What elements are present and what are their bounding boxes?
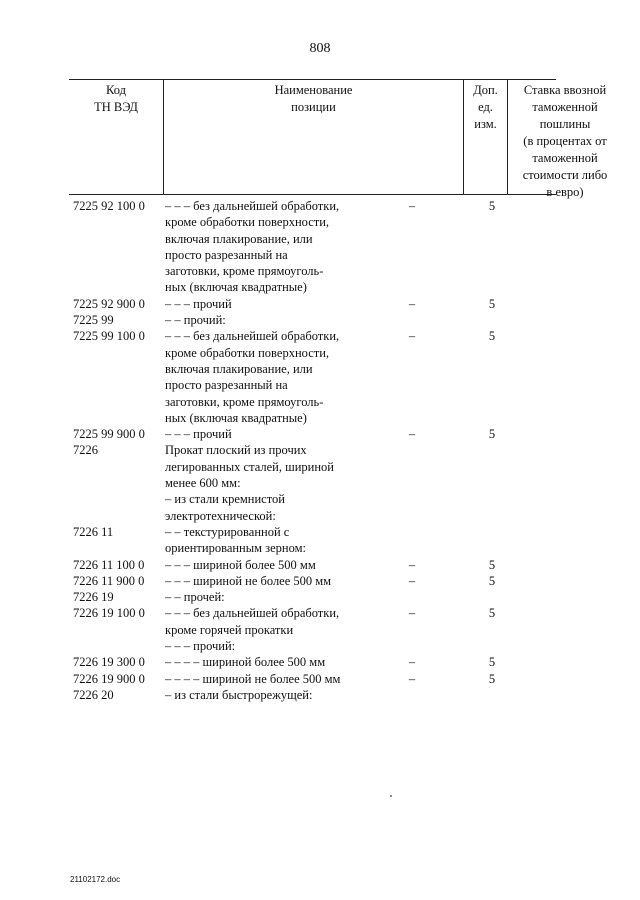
duty-rate: 5 <box>488 557 496 572</box>
description-line: – – прочей: <box>165 590 225 605</box>
header-unit-line: Доп. <box>473 83 498 97</box>
table-row <box>0 671 640 687</box>
table-row <box>0 589 640 605</box>
description-line: заготовки, кроме прямоуголь- <box>165 394 324 409</box>
duty-rate: 5 <box>488 671 496 686</box>
tariff-code: 7226 20 <box>73 687 114 702</box>
item-description <box>165 524 395 557</box>
header-name-line: Наименование <box>274 83 353 97</box>
extra-unit: – <box>408 557 416 572</box>
table-row <box>0 605 640 638</box>
table-row <box>0 296 640 312</box>
table-row <box>0 312 640 328</box>
description-line: – из стали кремнистой <box>165 492 285 507</box>
description-line: ных (включая квадратные) <box>165 280 307 295</box>
item-description <box>165 687 395 703</box>
item-description <box>165 198 395 296</box>
description-line: – из стали быстрорежущей: <box>165 687 313 702</box>
description-line: легированных сталей, шириной <box>165 459 334 474</box>
extra-unit: – <box>408 427 416 442</box>
tariff-code: 7225 99 900 0 <box>73 427 145 442</box>
table-row <box>0 687 640 703</box>
table-row <box>0 654 640 670</box>
header-rate <box>507 80 622 199</box>
header-unit-line: ед. <box>478 100 493 114</box>
tariff-code: 7226 11 100 0 <box>73 557 145 572</box>
description-line: – – – – шириной не более 500 мм <box>165 671 341 686</box>
tariff-code: 7226 <box>73 443 98 458</box>
table-row <box>0 198 640 296</box>
duty-rate: 5 <box>488 427 496 442</box>
item-description <box>165 296 395 312</box>
header-code-line: Код <box>106 83 126 97</box>
item-description <box>165 573 395 589</box>
duty-rate: 5 <box>488 655 496 670</box>
table-header <box>69 79 608 199</box>
description-line: – – – прочий <box>165 427 232 442</box>
tariff-code: 7226 11 <box>73 524 114 539</box>
header-rate-line: (в процентах от <box>523 134 607 148</box>
description-line: – – – шириной более 500 мм <box>165 557 316 572</box>
tariff-code: 7225 99 100 0 <box>73 329 145 344</box>
item-description <box>165 442 395 523</box>
table-row <box>0 442 640 523</box>
duty-rate: 5 <box>488 573 496 588</box>
tariff-code: 7226 19 100 0 <box>73 606 145 621</box>
header-unit-line: изм. <box>474 117 497 131</box>
header-rate-line: пошлины <box>539 117 591 131</box>
duty-rate: 5 <box>488 199 496 213</box>
description-line: – – текстурированной с <box>165 524 290 539</box>
description-line: менее 600 мм: <box>165 476 241 491</box>
description-line: включая плакирование, или <box>165 231 313 246</box>
table-row <box>0 426 640 442</box>
extra-unit: – <box>408 199 416 213</box>
table-body <box>0 198 640 703</box>
description-line: кроме обработки поверхности, <box>165 345 330 360</box>
description-line: – – – – шириной более 500 мм <box>165 655 326 670</box>
tariff-code: 7226 19 300 0 <box>73 655 145 670</box>
table-row <box>0 524 640 557</box>
description-line: – – – прочий <box>165 296 232 311</box>
header-rate-line: стоимости либо <box>522 168 608 182</box>
footer-filename: 21102172.doc <box>70 875 121 884</box>
header-name <box>163 80 463 194</box>
item-description <box>165 312 395 328</box>
description-line: просто разрезанный на <box>165 247 288 262</box>
description-line: просто разрезанный на <box>165 378 288 393</box>
description-line: – – прочий: <box>165 313 226 328</box>
description-line: – – – без дальнейшей обработки, <box>165 606 340 621</box>
item-description <box>165 426 395 442</box>
table-row <box>0 573 640 589</box>
extra-unit: – <box>408 296 416 311</box>
table-row <box>0 638 640 654</box>
description-line: включая плакирование, или <box>165 361 313 376</box>
description-line: Прокат плоский из прочих <box>165 443 307 458</box>
header-rate-line: в евро) <box>546 185 584 199</box>
tariff-code: 7226 19 900 0 <box>73 671 145 686</box>
description-line: – – – шириной не более 500 мм <box>165 573 332 588</box>
description-line: кроме обработки поверхности, <box>165 215 330 230</box>
description-line: кроме горячей прокатки <box>165 622 294 637</box>
description-line: ориентированным зерном: <box>165 541 306 556</box>
extra-unit: – <box>408 329 416 344</box>
header-code-line: ТН ВЭД <box>94 100 138 114</box>
item-description <box>165 671 395 687</box>
item-description <box>165 638 395 654</box>
extra-unit: – <box>408 573 416 588</box>
description-line: заготовки, кроме прямоуголь- <box>165 264 324 279</box>
extra-unit: – <box>408 606 416 621</box>
description-line: ных (включая квадратные) <box>165 410 307 425</box>
tariff-code: 7226 19 <box>73 590 114 605</box>
tariff-code: 7225 99 <box>73 313 114 328</box>
header-rate-line: Ставка ввозной <box>523 83 607 97</box>
duty-rate: 5 <box>488 296 496 311</box>
tariff-code: 7226 11 900 0 <box>73 573 145 588</box>
table-row <box>0 557 640 573</box>
header-name-line: позиции <box>291 100 336 114</box>
description-line: – – – прочий: <box>165 639 236 654</box>
item-description <box>165 328 395 426</box>
tariff-code: 7225 92 100 0 <box>73 199 145 213</box>
scan-dot <box>390 795 392 797</box>
description-line: электротехнической: <box>165 508 276 523</box>
item-description <box>165 589 395 605</box>
header-code <box>69 80 163 194</box>
item-description <box>165 654 395 670</box>
extra-unit: – <box>408 671 416 686</box>
description-line: – – – без дальнейшей обработки, <box>165 329 340 344</box>
header-rate-line: таможенной <box>532 151 598 165</box>
table-row <box>0 328 640 426</box>
item-description <box>165 605 395 638</box>
duty-rate: 5 <box>488 606 496 621</box>
duty-rate: 5 <box>488 329 496 344</box>
page-number: 808 <box>309 41 331 56</box>
extra-unit: – <box>408 655 416 670</box>
description-line: – – – без дальнейшей обработки, <box>165 199 340 213</box>
item-description <box>165 557 395 573</box>
header-rate-line: таможенной <box>532 100 598 114</box>
header-unit <box>463 80 507 194</box>
tariff-code: 7225 92 900 0 <box>73 296 145 311</box>
